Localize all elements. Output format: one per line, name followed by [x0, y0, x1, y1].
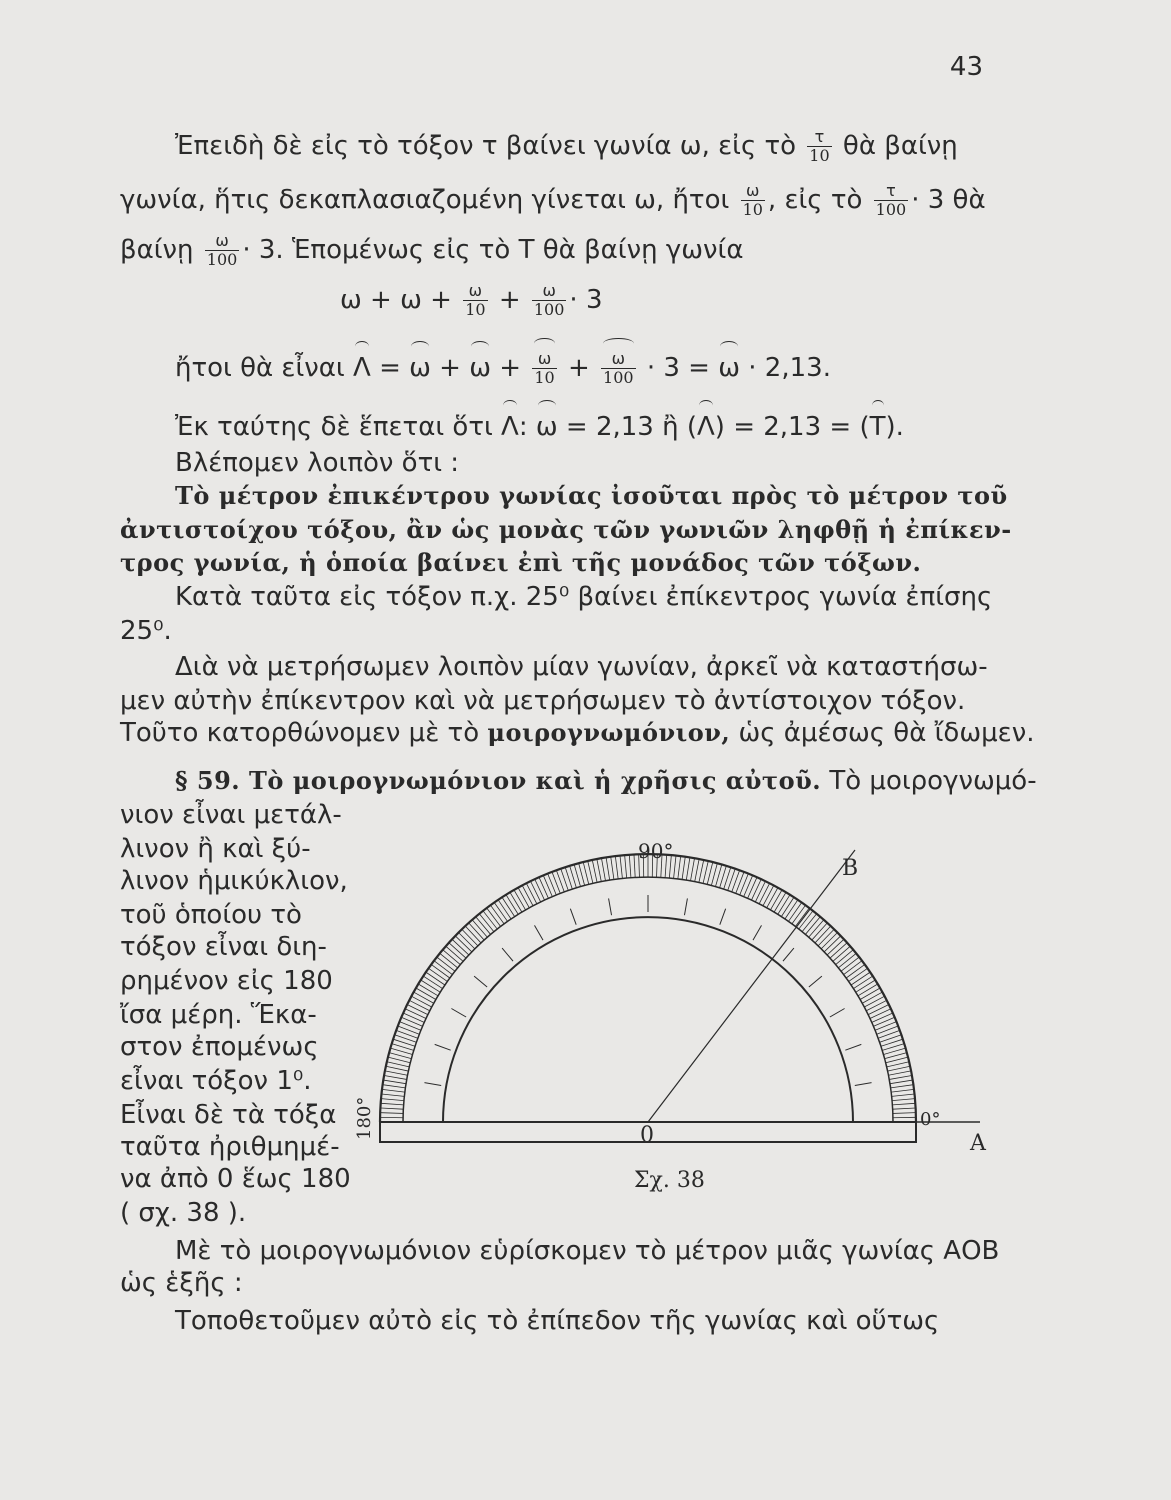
label-B: B	[842, 856, 859, 881]
degree-tick	[446, 946, 463, 961]
section-title: § 59. Τὸ μοιρογνωμόνιον καὶ ἡ χρῆσις αὐτοῦ.	[175, 766, 822, 795]
degree-tick	[870, 1009, 891, 1019]
degree-tick	[472, 920, 487, 937]
degree-tick	[836, 950, 854, 965]
degree-tick	[588, 861, 593, 883]
paragraph-line: Μὲ τὸ μοιρογνωμόνιον εὑρίσκομεν τὸ μέτρον μιᾶς γωνίας ΑΟΒ	[175, 1236, 1000, 1266]
degree-tick	[423, 976, 442, 989]
degree-tick	[396, 1030, 418, 1038]
degree-tick	[856, 980, 876, 992]
text: Ἐπειδὴ δὲ εἰς τὸ τόξον τ βαίνει γωνία ω, εἰς τὸ	[175, 131, 797, 161]
degree-tick	[388, 1057, 410, 1063]
degree-tick	[381, 1094, 404, 1096]
label-A: A	[970, 1131, 986, 1156]
degree-tick	[437, 957, 455, 971]
ten-degree-tick	[609, 898, 612, 915]
degree-tick	[381, 1103, 404, 1105]
degree-tick	[384, 1075, 407, 1079]
degree-tick	[502, 897, 515, 916]
degree-tick	[592, 860, 597, 882]
degree-tick	[860, 988, 880, 1000]
angle-symbol: Τ	[869, 412, 886, 442]
degree-tick	[891, 1085, 914, 1088]
degree-tick	[382, 1089, 405, 1092]
paragraph-line: ὡς ἑξῆς :	[120, 1268, 243, 1298]
degree-tick	[548, 874, 557, 895]
degree-tick	[732, 870, 740, 892]
degree-tick	[809, 920, 824, 937]
degree-tick	[443, 950, 461, 965]
degree-tick	[891, 1089, 914, 1092]
degree-tick	[421, 980, 441, 992]
degree-tick	[539, 877, 548, 898]
angle-symbol: Λ	[501, 412, 519, 442]
degree-tick	[889, 1075, 912, 1079]
text: ).	[885, 412, 904, 442]
text: ω + ω +	[340, 285, 452, 315]
ten-degree-tick	[502, 948, 513, 961]
ten-degree-tick	[570, 909, 576, 925]
degree-tick	[755, 881, 765, 902]
label-90: 90°	[638, 839, 674, 863]
column-line: ταῦτα ἠριθμημέ-	[120, 1132, 340, 1162]
bold-term: μοιρογνωμόνιον,	[487, 718, 731, 747]
degree-tick	[767, 888, 778, 908]
degree-tick	[380, 1113, 403, 1114]
degree-tick	[386, 1066, 408, 1071]
text: Τὸ μοιρογνωμό-	[829, 766, 1037, 796]
text: ὡς ἀμέσως θὰ ἴδωμεν.	[738, 718, 1035, 748]
theorem-line: τρος γωνία, ἡ ὁποία βαίνει ἐπὶ τῆς μονάδος τῶν τόξων.	[120, 548, 922, 577]
degree-tick	[678, 856, 681, 879]
angle-symbol: Λ	[353, 353, 371, 383]
ten-degree-tick	[720, 909, 726, 925]
degree-tick	[752, 879, 762, 900]
degree-tick	[878, 1030, 900, 1038]
column-line: ἴσα μέρη. Ἕκα-	[120, 1000, 317, 1030]
column-line: λινον ἡμικύκλιον,	[120, 866, 348, 896]
text: ἤτοι θὰ εἶναι	[175, 353, 345, 383]
ten-degree-tick	[783, 948, 794, 961]
text: βαίνῃ	[120, 235, 194, 265]
protractor-scale-arc	[403, 877, 893, 1122]
column-line: ρημένον εἰς 180	[120, 966, 333, 996]
degree-tick	[682, 857, 685, 880]
text: · 3 θὰ	[911, 185, 986, 215]
ten-degree-tick	[845, 1044, 861, 1050]
degree-tick	[686, 857, 690, 880]
text: γωνία, ἥτις δεκαπλασιαζομένη γίνεται ω, ἤτοι	[120, 185, 730, 215]
fraction: $\frac{\omega}{100}$	[533, 281, 565, 319]
label-180: 180°	[354, 1096, 375, 1140]
theorem-line: Τὸ μέτρον ἐπικέντρου γωνίας ἰσοῦται πρὸς τὸ μέτρον τοῦ	[175, 481, 1008, 510]
protractor	[380, 850, 980, 1142]
degree-tick	[583, 862, 589, 884]
paragraph-line: Διὰ νὰ μετρήσωμεν λοιπὸν μίαν γωνίαν, ἀρκεῖ νὰ καταστήσω-	[175, 652, 988, 682]
ten-degree-tick	[451, 1009, 466, 1018]
degree-tick	[514, 890, 526, 910]
degree-tick	[411, 996, 431, 1007]
text: +	[499, 353, 522, 383]
degree-tick	[875, 1022, 896, 1031]
label-O: 0	[640, 1123, 654, 1148]
degree-tick	[383, 1085, 406, 1088]
fraction: $\frac{\omega}{100}$	[206, 231, 238, 269]
degree-tick	[522, 885, 533, 905]
degree-tick	[510, 892, 522, 912]
degree-tick	[405, 1009, 426, 1019]
degree-tick	[400, 1022, 421, 1031]
degree-tick	[849, 968, 868, 981]
degree-tick	[785, 900, 798, 919]
degree-tick	[886, 1057, 908, 1063]
paragraph-line: Κατὰ ταῦτα εἰς τόξον π.χ. 25⁰ βαίνει ἐπίκεντρος γωνία ἐπίσης	[175, 582, 993, 612]
degree-tick	[387, 1062, 409, 1067]
text: · 3. Ἑπομένως εἰς τὸ Τ θὰ βαίνῃ γωνία	[242, 235, 744, 265]
protractor-outer-arc	[380, 854, 916, 1122]
degree-tick	[844, 961, 862, 975]
ten-degree-tick	[435, 1044, 451, 1050]
degree-tick	[483, 911, 497, 929]
degree-tick	[805, 917, 820, 935]
degree-tick	[440, 953, 458, 967]
degree-tick	[552, 872, 560, 893]
degree-tick	[518, 888, 529, 908]
degree-tick	[866, 1000, 886, 1010]
degree-tick	[893, 1113, 916, 1114]
paragraph-line: 25⁰.	[120, 616, 172, 646]
ten-degree-tick	[535, 925, 544, 940]
degree-tick	[506, 895, 518, 915]
degree-tick	[862, 992, 882, 1003]
degree-tick	[615, 856, 618, 879]
paragraph-line: μεν αὐτὴν ἐπίκεντρον καὶ νὰ μετρήσωμεν τὸ ἀντίστοιχον τόξον.	[120, 686, 966, 716]
column-line: τοῦ ὁποίου τὸ	[120, 900, 302, 930]
degree-tick	[778, 895, 790, 915]
degree-tick	[620, 855, 622, 878]
degree-tick	[498, 900, 511, 919]
angle-symbol: Λ	[697, 412, 715, 442]
text: +	[439, 353, 461, 383]
degree-tick	[789, 902, 802, 921]
column-line: τόξον εἶναι διη-	[120, 932, 327, 962]
fraction: $\frac{\tau}{10}$	[809, 127, 830, 165]
ten-degree-tick	[830, 1009, 845, 1018]
fraction: $\frac{\omega}{10}$	[534, 349, 555, 387]
ten-degree-tick	[474, 976, 487, 987]
degree-tick	[543, 875, 552, 896]
column-line: να ἀπὸ 0 ἕως 180	[120, 1164, 351, 1194]
degree-tick	[418, 984, 438, 996]
degree-tick	[699, 860, 704, 882]
text: · 3 =	[646, 353, 710, 383]
degree-tick	[695, 859, 699, 882]
degree-tick	[892, 1094, 915, 1096]
text: ) = 2,13 = (	[714, 412, 870, 442]
degree-tick	[556, 870, 564, 892]
degree-tick	[771, 890, 783, 910]
degree-tick	[707, 862, 713, 884]
degree-tick	[401, 1017, 422, 1026]
angle-symbol: ω	[718, 353, 741, 383]
degree-tick	[414, 992, 434, 1003]
degree-tick	[416, 988, 436, 1000]
degree-tick	[479, 914, 493, 932]
degree-tick	[872, 1013, 893, 1022]
text: Ἐκ ταύτης δὲ ἕπεται ὅτι	[175, 412, 493, 442]
degree-tick	[887, 1062, 909, 1067]
degree-tick	[877, 1026, 898, 1034]
degree-tick	[892, 1099, 915, 1101]
degree-tick	[893, 1108, 916, 1109]
text: =	[379, 353, 401, 383]
degree-tick	[792, 905, 806, 924]
angle-symbol: ω	[535, 412, 558, 442]
angle-symbol: ω	[409, 353, 431, 383]
fraction: $\frac{\tau}{100}$	[875, 181, 907, 219]
degree-tick	[781, 897, 794, 916]
degree-tick	[490, 905, 504, 924]
degree-tick	[625, 855, 627, 878]
degree-tick	[409, 1000, 429, 1010]
degree-tick	[398, 1026, 419, 1034]
ten-degree-tick	[809, 976, 822, 987]
ten-degree-tick	[753, 925, 762, 940]
column-line: στον ἐπομένως	[120, 1032, 319, 1062]
ray-OB	[648, 850, 855, 1122]
degree-tick	[428, 968, 447, 981]
paragraph-line: Βλέπομεν λοιπὸν ὅτι :	[175, 448, 460, 478]
ten-degree-tick	[424, 1083, 441, 1086]
fraction: $\frac{\omega}{10}$	[742, 181, 763, 219]
text: Τοῦτο κατορθώνομεν μὲ τὸ	[120, 718, 480, 748]
text: θὰ βαίνῃ	[842, 131, 958, 161]
text: +	[498, 285, 521, 315]
text: :	[518, 412, 528, 442]
degree-tick	[606, 857, 610, 880]
degree-tick	[838, 953, 856, 967]
degree-tick	[431, 964, 450, 978]
text: +	[567, 353, 590, 383]
degree-tick	[403, 1013, 424, 1022]
column-line: λινον ἢ καὶ ξύ-	[120, 834, 311, 864]
degree-tick	[703, 861, 708, 883]
angle-symbol: ω	[469, 353, 492, 383]
degree-tick	[851, 972, 870, 985]
text: = 2,13 ἢ (	[565, 412, 697, 442]
degree-tick	[888, 1066, 910, 1071]
fraction: $\frac{\omega}{10}$	[465, 281, 486, 319]
degree-tick	[381, 1099, 404, 1101]
degree-tick	[380, 1108, 403, 1109]
degree-tick	[864, 996, 884, 1007]
degree-tick	[597, 859, 601, 882]
degree-tick	[629, 855, 631, 878]
degree-tick	[853, 976, 872, 989]
degree-tick	[736, 872, 744, 893]
column-line: ( σχ. 38 ).	[120, 1198, 247, 1228]
degree-tick	[744, 875, 753, 896]
degree-tick	[487, 908, 501, 926]
degree-tick	[890, 1080, 913, 1084]
degree-tick	[601, 858, 605, 881]
column-line: νιον εἶναι μετάλ-	[120, 800, 342, 830]
degree-tick	[634, 854, 635, 877]
degree-tick	[774, 892, 786, 912]
degree-tick	[383, 1080, 406, 1084]
degree-tick	[888, 1071, 911, 1075]
degree-tick	[535, 879, 545, 900]
degree-tick	[892, 1103, 915, 1105]
degree-tick	[434, 961, 452, 975]
degree-tick	[763, 885, 774, 905]
degree-tick	[526, 883, 536, 903]
degree-tick	[531, 881, 541, 902]
text: · 2,13.	[748, 353, 831, 383]
degree-tick	[833, 946, 850, 961]
paragraph-line: Τοποθετοῦμεν αὐτὸ εἰς τὸ ἐπίπεδον τῆς γωνίας καὶ οὕτως	[175, 1306, 940, 1336]
text: · 3	[569, 285, 603, 315]
figure-caption: Σχ. 38	[634, 1168, 705, 1193]
column-line: εἶναι τόξον 1⁰.	[120, 1066, 312, 1096]
label-0-right: 0°	[920, 1109, 941, 1130]
degree-tick	[426, 972, 445, 985]
page-number: 43	[949, 52, 983, 82]
degree-tick	[874, 1017, 895, 1026]
degree-tick	[759, 883, 769, 903]
degree-tick	[841, 957, 859, 971]
degree-tick	[795, 908, 809, 926]
degree-tick	[407, 1005, 428, 1015]
protractor-inner-arc	[443, 917, 853, 1122]
degree-tick	[691, 858, 695, 881]
degree-tick	[494, 902, 507, 921]
degree-tick	[476, 917, 491, 935]
degree-tick	[846, 964, 865, 978]
ten-degree-tick	[855, 1083, 872, 1086]
degree-tick	[748, 877, 757, 898]
theorem-line: ἀντιστοίχου τόξου, ἂν ὡς μονὰς τῶν γωνιῶν ληφθῇ ἡ ἐπίκεν-	[120, 515, 1012, 544]
text: , εἰς τὸ	[767, 185, 863, 215]
degree-tick	[868, 1005, 889, 1015]
degree-tick	[858, 984, 878, 996]
degree-tick	[674, 855, 676, 878]
degree-tick	[385, 1071, 408, 1075]
ten-degree-tick	[684, 898, 687, 915]
column-line: Εἶναι δὲ τὰ τόξα	[120, 1100, 337, 1130]
degree-tick	[611, 857, 614, 880]
fraction: $\frac{\omega}{100}$	[603, 349, 634, 387]
degree-tick	[740, 874, 749, 895]
